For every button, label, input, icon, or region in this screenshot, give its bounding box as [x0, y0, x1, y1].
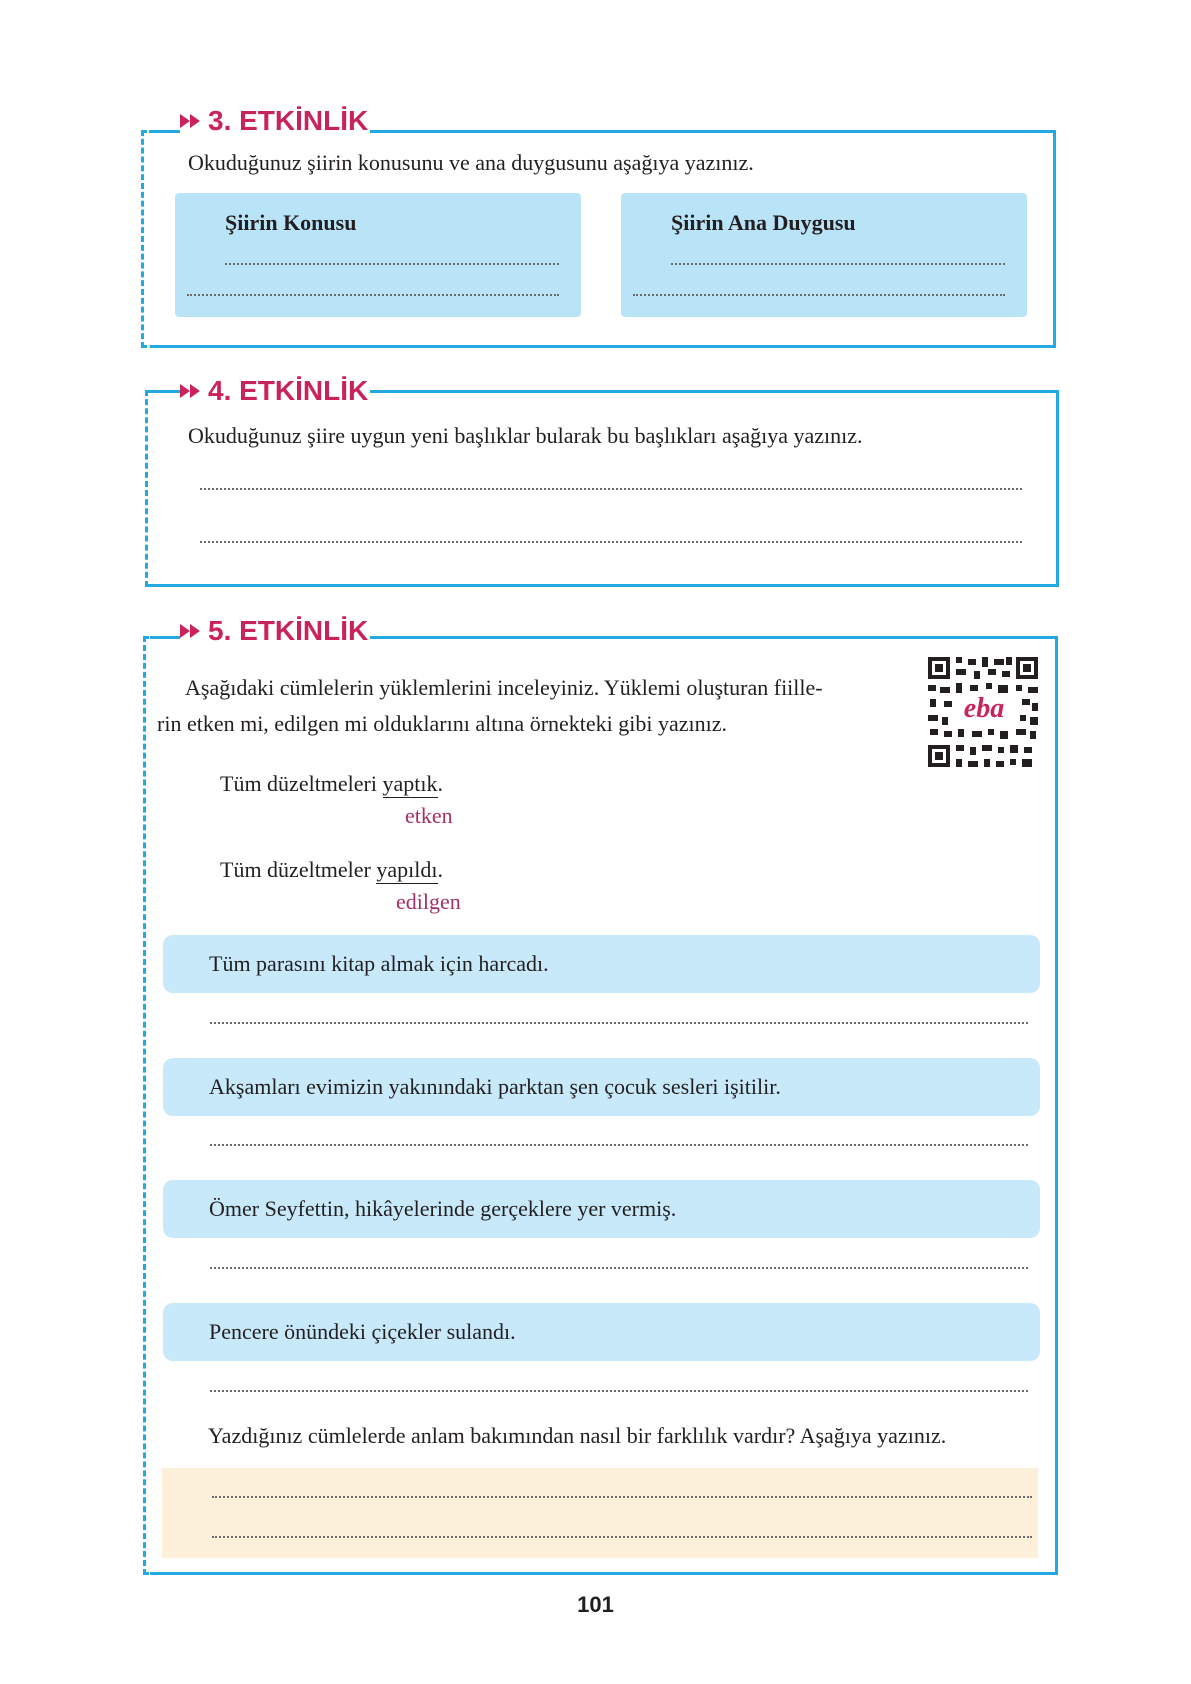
sentence-2: Akşamları evimizin yakınındaki parktan şen çocuk sesleri işitilir. — [209, 1074, 781, 1099]
activity-4-instruction: Okuduğunuz şiire uygun yeni başlıklar bularak bu başlıkları aşağıya yazınız. — [188, 423, 863, 448]
activity-3-frame-dashed-bottom — [141, 345, 251, 348]
sentence-box-4 — [163, 1303, 1040, 1361]
page-number: 101 — [577, 1592, 614, 1617]
example-2-verb: yapıldı — [376, 857, 438, 882]
qr-code-icon[interactable] — [926, 655, 1040, 769]
sentence-1: Tüm parasını kitap almak için harcadı. — [209, 951, 549, 976]
activity-5-frame-dashed-top — [143, 636, 173, 639]
activity-4-frame-dashed-bottom — [145, 584, 250, 587]
poem-topic-answer-line-2[interactable] — [187, 294, 559, 296]
activity-5-instruction-line-2: rin etken mi, edilgen mi olduklarını altına örnekteki gibi yazınız. — [157, 711, 728, 736]
activity-4-frame-dashed-left — [145, 390, 148, 587]
example-2-sentence: Tüm düzeltmeler yapıldı. — [220, 857, 443, 882]
activity-5-frame-dashed-left — [143, 636, 146, 1575]
activity-5-heading — [180, 615, 370, 647]
sentence-box-2 — [163, 1058, 1040, 1116]
activity-3-title: 3. ETKİNLİK — [208, 105, 369, 136]
sentence-box-3 — [163, 1180, 1040, 1238]
activity-4-frame-dashed-top — [145, 390, 175, 393]
example-1-label: etken — [405, 803, 453, 828]
activity-4-title: 4. ETKİNLİK — [208, 375, 369, 406]
example-2-label: edilgen — [396, 889, 461, 914]
sentence-4: Pencere önündeki çiçekler sulandı. — [209, 1319, 516, 1344]
poem-emotion-answer-line-2[interactable] — [633, 294, 1005, 296]
poem-topic-title: Şiirin Konusu — [225, 210, 357, 235]
activity-4-answer-line-1[interactable] — [200, 488, 1022, 490]
double-arrow-icon — [180, 624, 200, 638]
final-answer-box — [162, 1468, 1038, 1558]
activity-3-frame-dashed-left — [141, 130, 144, 348]
sentence-1-answer-line[interactable] — [210, 1022, 1028, 1024]
qr-logo-text: eba — [963, 693, 1005, 724]
final-answer-line-1[interactable] — [212, 1496, 1032, 1498]
poem-emotion-box — [621, 193, 1027, 317]
activity-3-frame-dashed-top — [141, 130, 171, 133]
final-answer-line-2[interactable] — [212, 1536, 1032, 1538]
sentence-3: Ömer Seyfettin, hikâyelerinde gerçeklere yer vermiş. — [209, 1196, 677, 1221]
poem-topic-box — [175, 193, 581, 317]
activity-4-heading — [180, 375, 370, 407]
poem-emotion-title: Şiirin Ana Duygusu — [671, 210, 856, 235]
example-1-verb: yaptık — [382, 771, 438, 796]
activity-3-heading — [180, 105, 370, 137]
activity-5-title: 5. ETKİNLİK — [208, 615, 369, 646]
sentence-3-answer-line[interactable] — [210, 1267, 1028, 1269]
double-arrow-icon — [180, 384, 200, 398]
sentence-4-answer-line[interactable] — [210, 1390, 1028, 1392]
double-arrow-icon — [180, 114, 200, 128]
activity-3-instruction: Okuduğunuz şiirin konusunu ve ana duygusunu aşağıya yazınız. — [188, 150, 754, 175]
example-1-sentence: Tüm düzeltmeleri yaptık. — [220, 771, 443, 796]
activity-5-instruction-line-1: Aşağıdaki cümlelerin yüklemlerini inceleyiniz. Yüklemi oluşturan fiille- — [185, 675, 823, 700]
sentence-box-1 — [163, 935, 1040, 993]
activity-5-frame-dashed-bottom — [143, 1572, 248, 1575]
sentence-2-answer-line[interactable] — [210, 1144, 1028, 1146]
activity-4-answer-line-2[interactable] — [200, 541, 1022, 543]
poem-topic-answer-line-1[interactable] — [225, 263, 559, 265]
poem-emotion-answer-line-1[interactable] — [671, 263, 1005, 265]
final-question: Yazdığınız cümlelerde anlam bakımından nasıl bir farklılık vardır? Aşağıya yazınız. — [208, 1423, 947, 1448]
